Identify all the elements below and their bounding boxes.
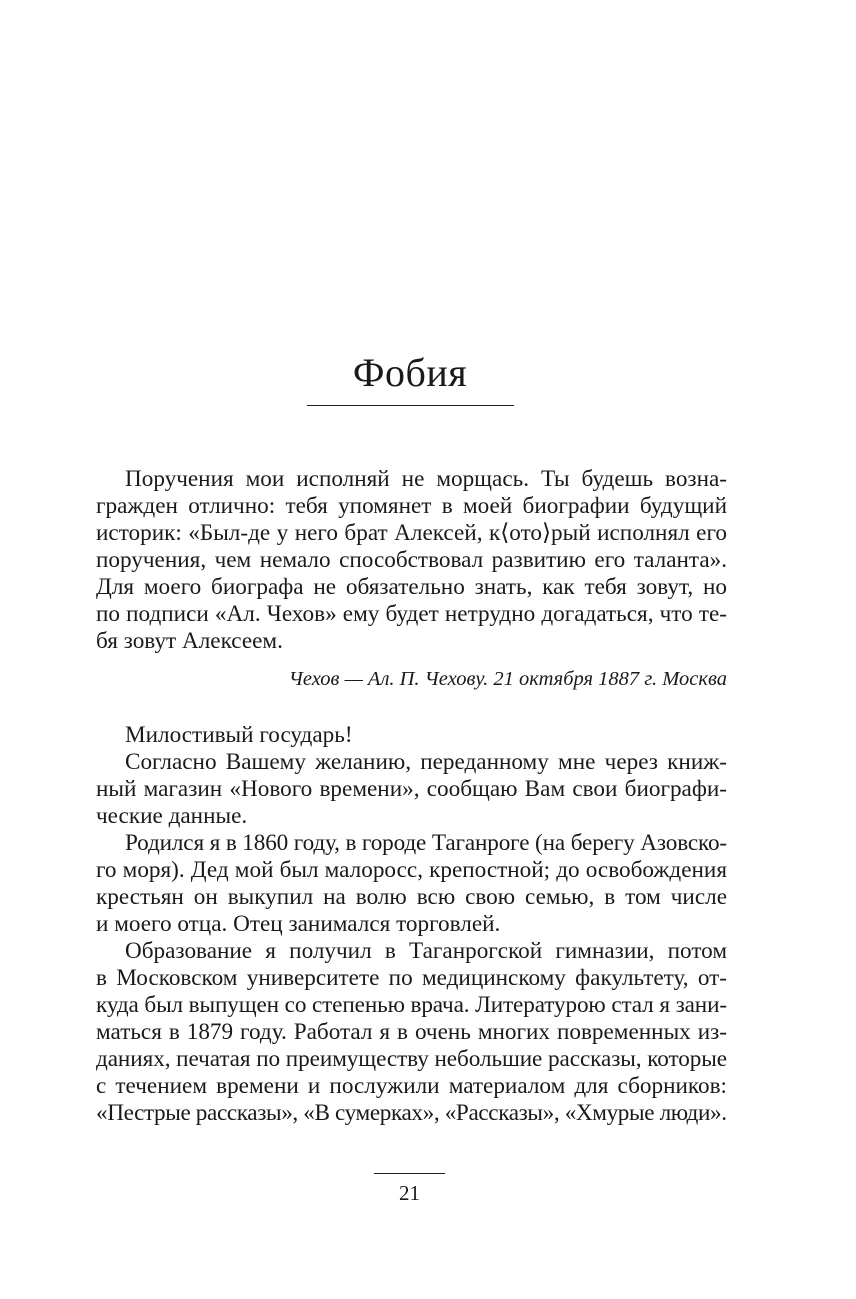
epigraph-line: по подписи «Ал. Чехов» ему будет нетрудно догадаться, что те- bbox=[96, 601, 727, 627]
letter-body bbox=[96, 722, 727, 1127]
letter-line: куда был выпущен со степенью врача. Литературою стал я зани- bbox=[96, 992, 727, 1018]
epigraph-line: бя зовут Алексеем. bbox=[96, 628, 283, 654]
letter-line: Образование я получил в Таганрогской гимназии, потом bbox=[125, 938, 727, 964]
page-number: 21 bbox=[399, 1181, 420, 1205]
chapter-title: Фобия bbox=[352, 350, 468, 395]
letter-line: ческие данные. bbox=[96, 803, 248, 829]
footer-divider bbox=[374, 1173, 445, 1174]
epigraph-line: историк: «Был-де у него брат Алексей, к⟨ото⟩рый исполнял его bbox=[96, 520, 728, 546]
epigraph-line: гражден отлично: тебя упомянет в моей биографии будущий bbox=[96, 493, 727, 519]
letter-line: «Пестрые рассказы», «В сумерках», «Рассказы», «Хмурые люди». bbox=[96, 1100, 727, 1126]
epigraph-attribution: Чехов — Ал. П. Чехову. 21 октября 1887 г. Москва bbox=[288, 668, 727, 690]
letter-line: ный магазин «Нового времени», сообщаю Вам свои биографи- bbox=[96, 776, 727, 802]
letter-line: крестьян он выкупил на волю всю свою семью, в том числе bbox=[96, 884, 727, 910]
letter-line: Родился я в 1860 году, в городе Таганроге (на берегу Азовско- bbox=[125, 830, 727, 856]
epigraph-line: поручения, чем немало способствовал развитию его таланта». bbox=[96, 547, 727, 573]
epigraph-line: Для моего биографа не обязательно знать, как тебя зовут, но bbox=[96, 574, 727, 600]
letter-line: в Московском университете по медицинскому факультету, от- bbox=[96, 965, 727, 991]
letter-line: маться в 1879 году. Работал я в очень многих повременных из- bbox=[96, 1019, 727, 1045]
letter-line: с течением времени и послужили материалом для сборников: bbox=[96, 1073, 727, 1099]
letter-line: даниях, печатая по преимуществу небольшие рассказы, которые bbox=[96, 1046, 727, 1072]
title-divider bbox=[307, 405, 514, 406]
letter-line: го моря). Дед мой был малоросс, крепостной; до освобождения bbox=[96, 857, 727, 883]
epigraph-line: Поручения мои исполняй не морщась. Ты будешь возна- bbox=[125, 466, 727, 492]
letter-salutation: Милостивый государь! bbox=[125, 722, 353, 748]
letter-line: и моего отца. Отец занимался торговлей. bbox=[96, 911, 501, 937]
letter-line: Согласно Вашему желанию, переданному мне через книж- bbox=[125, 749, 727, 775]
epigraph-quote bbox=[96, 466, 727, 655]
